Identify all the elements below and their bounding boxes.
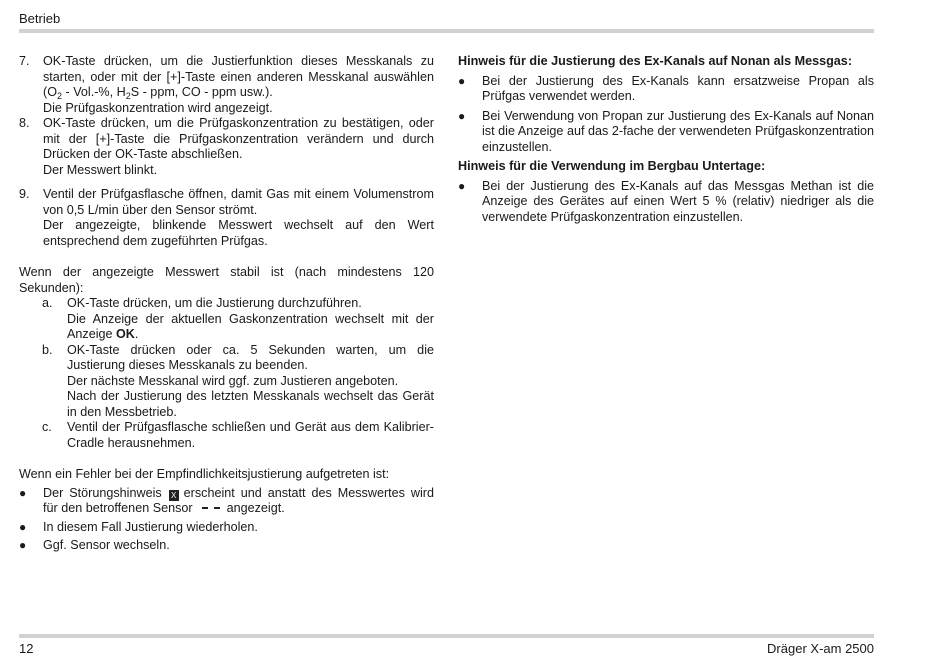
ok-display-label: OK [116, 327, 135, 341]
error-bullet: ● Der Störungshinweis X erscheint und anstatt des Messwertes wird für den betroffenen Sensor angezeigt. [19, 485, 434, 515]
step-number: 7. [19, 54, 30, 68]
step-result: Die Prüfgaskonzentration wird angezeigt. [43, 100, 273, 115]
right-column [458, 54, 874, 225]
note-heading-nonan: Hinweis für die Justierung des Ex-Kanals auf Nonan als Messgas: [458, 54, 853, 68]
error-bullet: ● In diesem Fall Justierung wiederholen. [19, 519, 258, 534]
step-result: Der angezeigte, blinkende Messwert wechselt auf den Wert entsprechend dem zugeführten Prüfgas. [43, 218, 434, 248]
bullet-icon: ● [19, 538, 27, 552]
fault-icon: X [169, 490, 179, 501]
substep-c: c. Ventil der Prüfgasflasche schließen und Gerät aus dem Kalibrier-Cradle herausnehmen. [42, 420, 434, 450]
error-intro: Wenn ein Fehler bei der Empfindlichkeitsjustierung aufgetreten ist: [19, 467, 390, 481]
product-name: Dräger X-am 2500 [767, 641, 874, 656]
bullet-icon: ● [458, 108, 466, 123]
page-number: 12 [19, 641, 34, 656]
step-9 [19, 187, 434, 249]
left-column [19, 54, 434, 554]
substep-b: b. OK-Taste drücken oder ca. 5 Sekunden warten, um die Justierung dieses Messkanals zu beenden. Der nächste Messkanal wird ggf. zum Justieren angeboten. Nach der Justierung des letzten Messkanals wechselt das Gerät in den Messbetrieb. [42, 342, 434, 419]
dash-dash-icon [199, 501, 223, 517]
header-section-title: Betrieb [19, 11, 61, 26]
step-number: 8. [19, 116, 30, 130]
dash-icon [214, 507, 220, 509]
footer-rule [19, 634, 874, 638]
substep-letter: a. [42, 296, 53, 310]
step-number: 9. [19, 187, 30, 201]
substep-letter: b. [42, 342, 53, 357]
step-text: Ventil der Prüfgasflasche öffnen, damit Gas mit einem Volumenstrom von 0,5 L/min über den Sensor strömt. [43, 187, 434, 217]
bullet-icon: ● [19, 519, 27, 534]
note-heading-mining: Hinweis für die Verwendung im Bergbau Untertage: [458, 159, 766, 173]
dash-icon [202, 507, 208, 509]
note-bullet: ● Bei der Justierung des Ex-Kanals kann ersatzweise Propan als Prüfgas verwendet werden. [458, 73, 874, 103]
note-bullet: ● Bei Verwendung von Propan zur Justierung des Ex-Kanals auf Nonan ist die Anzeige auf das 2-fache der verwendeten Prüfgaskonzentration einzustellen. [458, 108, 874, 154]
substep-a: a. OK-Taste drücken, um die Justierung durchzuführen. Die Anzeige der aktuellen Gaskonzentration wechselt mit der Anzeige OK. [42, 296, 434, 341]
header-rule [19, 29, 874, 33]
substep-letter: c. [42, 420, 52, 434]
bullet-icon: ● [19, 485, 27, 500]
stable-intro: Wenn der angezeigte Messwert stabil ist (nach mindestens 120 Sekunden): [19, 265, 434, 295]
bullet-icon: ● [458, 178, 466, 193]
step-result: Der Messwert blinkt. [43, 162, 158, 177]
error-bullet: ● Ggf. Sensor wechseln. [19, 538, 170, 552]
step-text: OK-Taste drücken, um die Justierfunktion dieses Messkanals zu starten, oder mit der [+]-Taste einen anderen Messkanal auswählen ($O_2 - Vol.-\%$, $H_2S$ - ppm, CO - ppm usw.). [43, 54, 434, 101]
step-8 [19, 116, 434, 178]
step-7 [19, 54, 434, 116]
note-bullet: ● Bei der Justierung des Ex-Kanals auf das Messgas Methan ist die Anzeige des Gerätes auf einen Wert 5 % (relativ) niedriger als die verwendete Prüfgaskonzentration einzustellen. [458, 178, 874, 224]
step-text: OK-Taste drücken, um die Prüfgaskonzentration zu bestätigen, oder mit der [+]-Taste die Prüfgaskonzentration verändern und durch Drücken der OK-Taste abschließen. [43, 116, 434, 161]
bullet-icon: ● [458, 73, 466, 88]
